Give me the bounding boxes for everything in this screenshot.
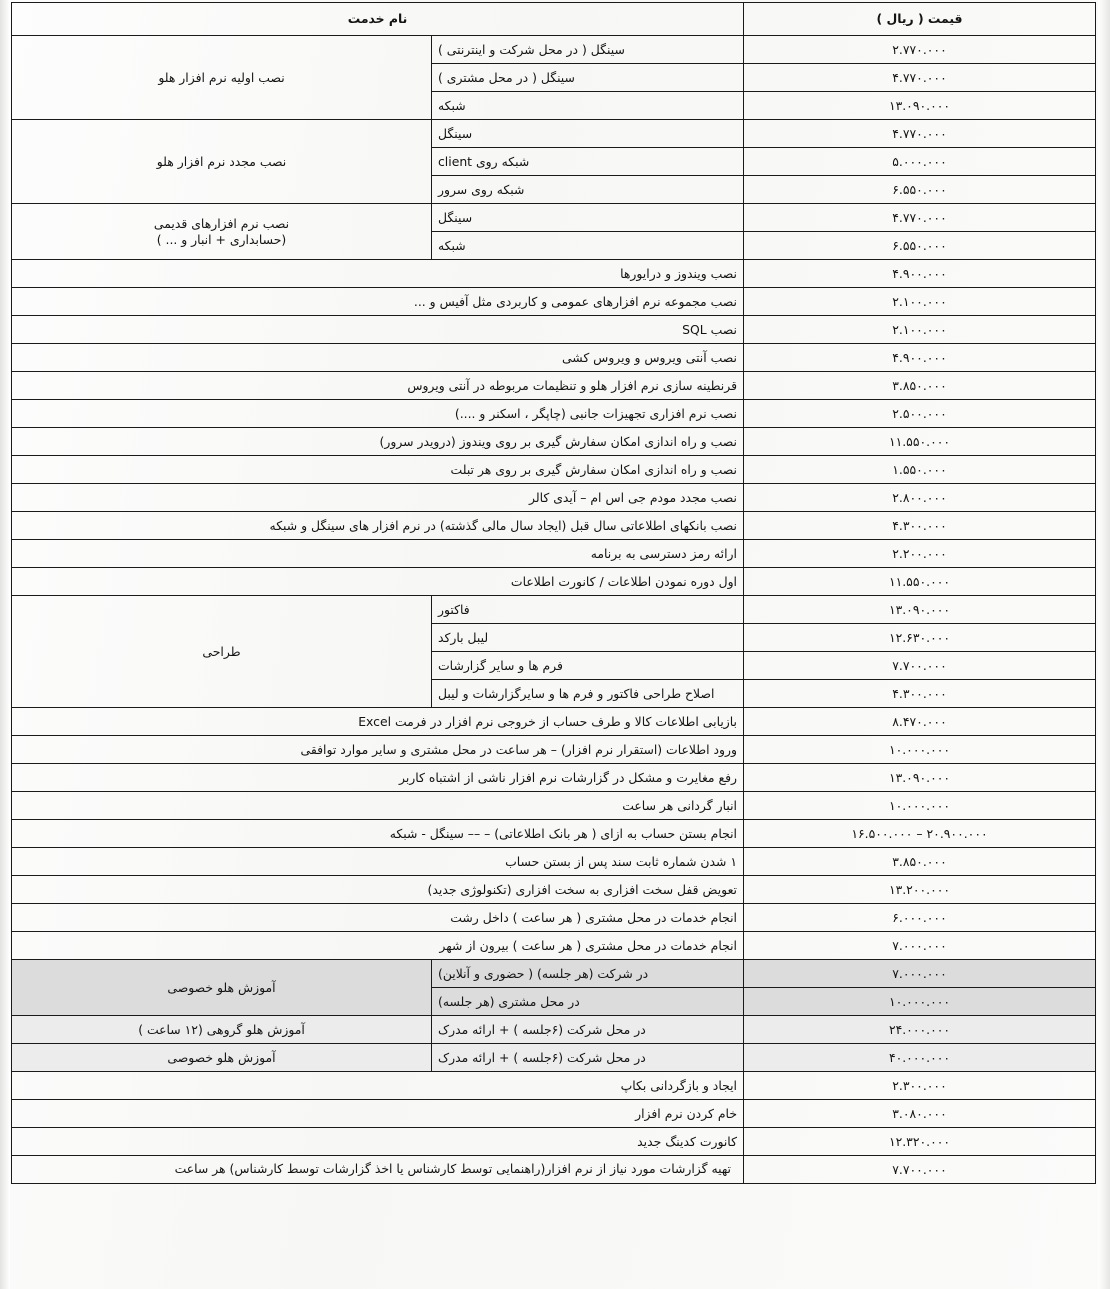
service-label: تعویض قفل سخت افزاری به سخت افزاری (تکنولوژی جدید) xyxy=(11,876,743,904)
service-label: اول دوره نمودن اطلاعات / کانورت اطلاعات xyxy=(11,568,743,596)
price-value: ۷.۰۰۰.۰۰۰ xyxy=(744,960,1096,988)
table-row xyxy=(11,120,1095,148)
table-row xyxy=(11,36,1095,64)
price-value: ۷.۷۰۰.۰۰۰ xyxy=(744,652,1096,680)
service-label: ورود اطلاعات (استقرار نرم افزار) – هر ساعت در محل مشتری و سایر موارد توافقی xyxy=(11,736,743,764)
table-row xyxy=(11,1044,1095,1072)
table-row xyxy=(11,540,1095,568)
service-label: انجام بستن حساب به ازای ( هر بانک اطلاعاتی) – –– سینگل - شبکه xyxy=(11,820,743,848)
table-row xyxy=(11,820,1095,848)
sub-service-label: در محل مشتری (هر جلسه) xyxy=(432,988,744,1016)
group-line-1: نصب نرم افزارهای قدیمی xyxy=(153,216,290,231)
price-value: ۱۱.۵۵۰.۰۰۰ xyxy=(744,568,1096,596)
price-value: ۱۳.۰۹۰.۰۰۰ xyxy=(744,92,1096,120)
service-label: آموزش هلو گروهی (۱۲ ساعت ) xyxy=(11,1016,431,1044)
table-row xyxy=(11,260,1095,288)
service-label: نصب مجموعه نرم افزارهای عمومی و کاربردی مثل آفیس و ... xyxy=(11,288,743,316)
price-value: ۲.۲۰۰.۰۰۰ xyxy=(744,540,1096,568)
price-value: ۳.۸۵۰.۰۰۰ xyxy=(744,372,1096,400)
price-value: ۱۰.۰۰۰.۰۰۰ xyxy=(744,988,1096,1016)
price-value: ۴.۷۷۰.۰۰۰ xyxy=(744,64,1096,92)
price-value: ۲.۵۰۰.۰۰۰ xyxy=(744,400,1096,428)
table-row xyxy=(11,764,1095,792)
price-value: ۵.۰۰۰.۰۰۰ xyxy=(744,148,1096,176)
service-label: رفع مغایرت و مشکل در گزارشات نرم افزار ناشی از اشتباه کاربر xyxy=(11,764,743,792)
service-group-label: نصب اولیه نرم افزار هلو xyxy=(11,36,431,120)
sub-service-label: در شرکت (هر جلسه) ( حضوری و آنلاین) xyxy=(432,960,744,988)
price-value: ۸.۴۷۰.۰۰۰ xyxy=(744,708,1096,736)
price-value: ۶.۵۵۰.۰۰۰ xyxy=(744,232,1096,260)
price-value: ۴.۳۰۰.۰۰۰ xyxy=(744,512,1096,540)
service-group-label: نصب مجدد نرم افزار هلو xyxy=(11,120,431,204)
sub-service-label: شبکه روی سرور xyxy=(432,176,744,204)
price-value: ۴.۹۰۰.۰۰۰ xyxy=(744,344,1096,372)
service-label: کانورت کدینگ جدید xyxy=(11,1128,743,1156)
service-label: انبار گردانی هر ساعت xyxy=(11,792,743,820)
sub-service-label: لیبل بارکد xyxy=(432,624,744,652)
price-value: ۲.۳۰۰.۰۰۰ xyxy=(744,1072,1096,1100)
price-value: ۳.۸۵۰.۰۰۰ xyxy=(744,848,1096,876)
service-label: بازیابی اطلاعات کالا و طرف حساب از خروجی نرم افزار در فرمت Excel xyxy=(11,708,743,736)
table-row xyxy=(11,792,1095,820)
sub-service-label: سینگل ( در محل شرکت و اینترنتی ) xyxy=(432,36,744,64)
price-value: ۴۰.۰۰۰.۰۰۰ xyxy=(744,1044,1096,1072)
service-label: خام کردن نرم افزار xyxy=(11,1100,743,1128)
table-row xyxy=(11,512,1095,540)
service-group-label: آموزش هلو خصوصی xyxy=(11,960,431,1016)
table-row xyxy=(11,708,1095,736)
service-label: تهیه گزارشات مورد نیاز از نرم افزار(راهنمایی توسط کارشناس یا اخذ گزارشات توسط کارشناس) هر ساعت xyxy=(11,1156,743,1184)
price-value: ۷.۷۰۰.۰۰۰ xyxy=(744,1156,1096,1184)
service-label: نصب و راه اندازی امکان سفارش گیری بر روی ویندوز (درویدر سرور) xyxy=(11,428,743,456)
table-row xyxy=(11,848,1095,876)
price-value: ۴.۷۷۰.۰۰۰ xyxy=(744,120,1096,148)
header-service: نام خدمت xyxy=(11,3,743,36)
table-row xyxy=(11,484,1095,512)
table-row xyxy=(11,1016,1095,1044)
sub-service-label: شبکه xyxy=(432,232,744,260)
price-value: ۴.۹۰۰.۰۰۰ xyxy=(744,260,1096,288)
price-value: ۲.۱۰۰.۰۰۰ xyxy=(744,288,1096,316)
service-group-label: طراحی xyxy=(11,596,431,708)
price-value: ۱.۵۵۰.۰۰۰ xyxy=(744,456,1096,484)
service-label: نصب آنتی ویروس و ویروس کشی xyxy=(11,344,743,372)
service-label: نصب بانکهای اطلاعاتی سال قبل (ایجاد سال مالی گذشته) در نرم افزار های سینگل و شبکه xyxy=(11,512,743,540)
price-table xyxy=(11,2,1096,1184)
table-row xyxy=(11,1156,1095,1184)
price-value: ۲.۱۰۰.۰۰۰ xyxy=(744,316,1096,344)
price-value: ۲۰.۹۰۰.۰۰۰ – ۱۶.۵۰۰.۰۰۰ xyxy=(744,820,1096,848)
sub-service-label: شبکه xyxy=(432,92,744,120)
sub-service-label: سینگل ( در محل مشتری ) xyxy=(432,64,744,92)
table-row xyxy=(11,596,1095,624)
service-label: ۱ شدن شماره ثابت سند پس از بستن حساب xyxy=(11,848,743,876)
service-label: نصب ویندوز و درایورها xyxy=(11,260,743,288)
price-value: ۲.۸۰۰.۰۰۰ xyxy=(744,484,1096,512)
table-row xyxy=(11,400,1095,428)
service-label: نصب و راه اندازی امکان سفارش گیری بر روی هر تبلت xyxy=(11,456,743,484)
sub-service-label: در محل شرکت (۶جلسه ) + ارائه مدرک xyxy=(432,1044,744,1072)
price-value: ۱۱.۵۵۰.۰۰۰ xyxy=(744,428,1096,456)
table-row xyxy=(11,428,1095,456)
service-label: نصب SQL xyxy=(11,316,743,344)
service-label: ارائه رمز دسترسی به برنامه xyxy=(11,540,743,568)
service-label: ایجاد و بازگردانی بکاپ xyxy=(11,1072,743,1100)
price-value: ۱۰.۰۰۰.۰۰۰ xyxy=(744,792,1096,820)
sub-service-label: فرم ها و سایر گزارشات xyxy=(432,652,744,680)
table-row xyxy=(11,316,1095,344)
sub-service-label: سینگل xyxy=(432,204,744,232)
service-label: آموزش هلو خصوصی xyxy=(11,1044,431,1072)
sub-service-label: سینگل xyxy=(432,120,744,148)
service-label: نصب مجدد مودم جی اس ام – آیدی کالر xyxy=(11,484,743,512)
price-value: ۱۲.۳۲۰.۰۰۰ xyxy=(744,1128,1096,1156)
header-price: قیمت ( ریال ) xyxy=(744,3,1096,36)
price-value: ۶.۰۰۰.۰۰۰ xyxy=(744,904,1096,932)
table-row xyxy=(11,344,1095,372)
price-value: ۴.۳۰۰.۰۰۰ xyxy=(744,680,1096,708)
table-row xyxy=(11,876,1095,904)
table-row xyxy=(11,736,1095,764)
sub-service-label: شبکه روی client xyxy=(432,148,744,176)
group-line-2: (حسابداری + انبار و ... ) xyxy=(156,231,287,247)
table-header-row xyxy=(11,3,1095,36)
price-value: ۴.۷۷۰.۰۰۰ xyxy=(744,204,1096,232)
sub-service-label: فاکتور xyxy=(432,596,744,624)
table-row xyxy=(11,960,1095,988)
service-label: انجام خدمات در محل مشتری ( هر ساعت ) بیرون از شهر xyxy=(11,932,743,960)
price-value: ۱۲.۶۳۰.۰۰۰ xyxy=(744,624,1096,652)
service-group-label xyxy=(11,204,431,260)
sub-service-label: در محل شرکت (۶جلسه ) + ارائه مدرک xyxy=(432,1016,744,1044)
price-value: ۱۳.۰۹۰.۰۰۰ xyxy=(744,596,1096,624)
sub-service-label: اصلاح طراحی فاکتور و فرم ها و سایرگزارشات و لیبل xyxy=(432,680,744,708)
table-row xyxy=(11,372,1095,400)
price-value: ۷.۰۰۰.۰۰۰ xyxy=(744,932,1096,960)
price-value: ۲۴.۰۰۰.۰۰۰ xyxy=(744,1016,1096,1044)
price-value: ۲.۷۷۰.۰۰۰ xyxy=(744,36,1096,64)
price-value: ۳.۰۸۰.۰۰۰ xyxy=(744,1100,1096,1128)
price-value: ۱۰.۰۰۰.۰۰۰ xyxy=(744,736,1096,764)
table-row xyxy=(11,288,1095,316)
service-label: نصب نرم افزاری تجهیزات جانبی (چاپگر ، اسکنر و ....) xyxy=(11,400,743,428)
table-row xyxy=(11,1100,1095,1128)
table-row xyxy=(11,456,1095,484)
price-value: ۱۳.۲۰۰.۰۰۰ xyxy=(744,876,1096,904)
price-value: ۶.۵۵۰.۰۰۰ xyxy=(744,176,1096,204)
table-row xyxy=(11,568,1095,596)
table-row xyxy=(11,904,1095,932)
service-label: قرنطینه سازی نرم افزار هلو و تنظیمات مربوطه در آنتی ویروس xyxy=(11,372,743,400)
table-row xyxy=(11,1072,1095,1100)
price-value: ۱۳.۰۹۰.۰۰۰ xyxy=(744,764,1096,792)
table-row xyxy=(11,932,1095,960)
table-row xyxy=(11,1128,1095,1156)
table-row xyxy=(11,204,1095,232)
service-label: انجام خدمات در محل مشتری ( هر ساعت ) داخل رشت xyxy=(11,904,743,932)
